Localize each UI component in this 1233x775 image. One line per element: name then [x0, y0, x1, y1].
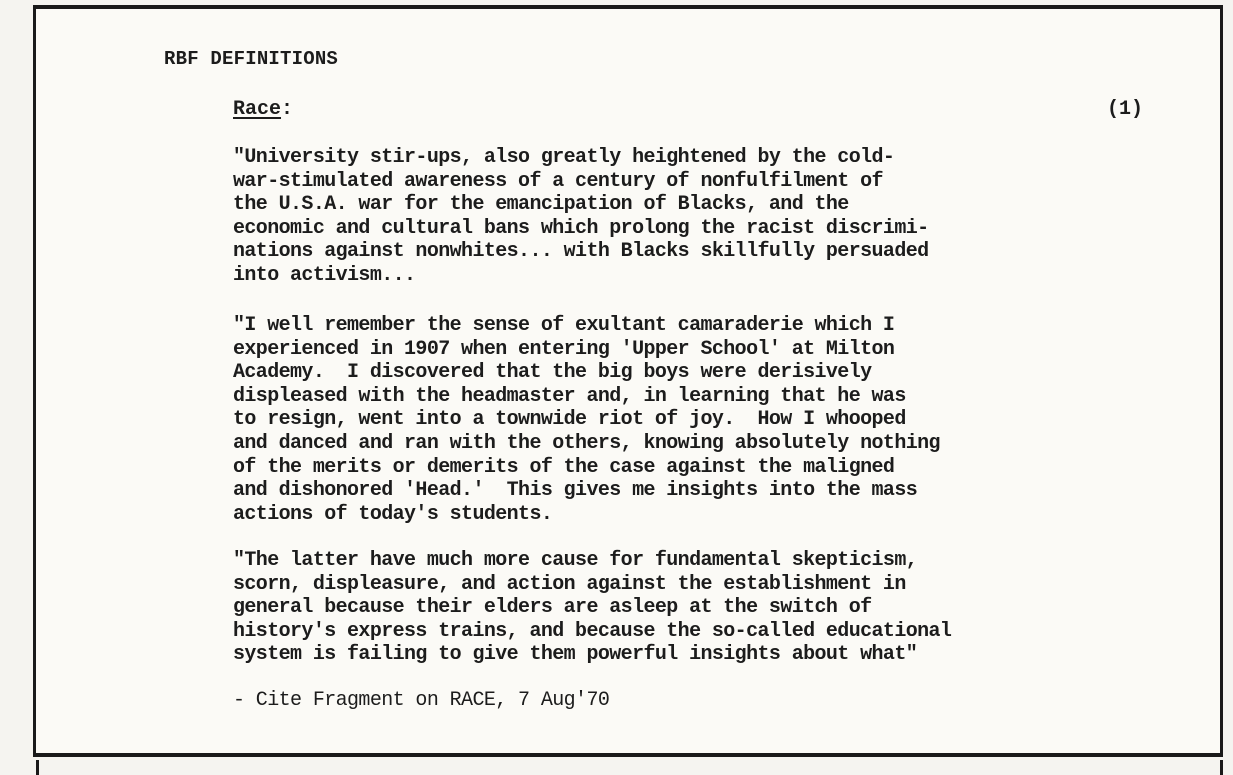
page-number: (1) [1107, 98, 1144, 121]
quote-paragraph-3: "The latter have much more cause for fundamental skepticism, scorn, displeasure, and action against the establishment in general because their elders are asleep at the switch of history's express trains, and because the so-called educational system is failing to give them powerful insights about what" [233, 549, 952, 667]
document-header: RBF DEFINITIONS [164, 48, 339, 70]
citation: - Cite Fragment on RACE, 7 Aug'70 [233, 689, 610, 712]
quote-paragraph-2: "I well remember the sense of exultant camaraderie which I experienced in 1907 when entering 'Upper School' at Milton Academy. I discovered that the big boys were derisively displeased with the headmaster and, in learning that he was to resign, went into a townwide riot of joy. How I whooped and danced and ran with the others, knowing absolutely nothing of the merits or demerits of the case against the maligned and dishonored 'Head.' This gives me insights into the mass actions of today's students. [233, 314, 940, 526]
term-colon: : [281, 98, 294, 121]
term-word: Race [233, 98, 282, 121]
quote-paragraph-1: "University stir-ups, also greatly heightened by the cold- war-stimulated awareness of a century of nonfulfilment of the U.S.A. war for the emancipation of Blacks, and the economic and cultural bans which prolong the racist discrimi- nations against nonwhites... with Blacks skillfully persuaded into activism... [233, 146, 929, 287]
term-heading [233, 98, 293, 121]
next-card-edge [36, 760, 1223, 775]
